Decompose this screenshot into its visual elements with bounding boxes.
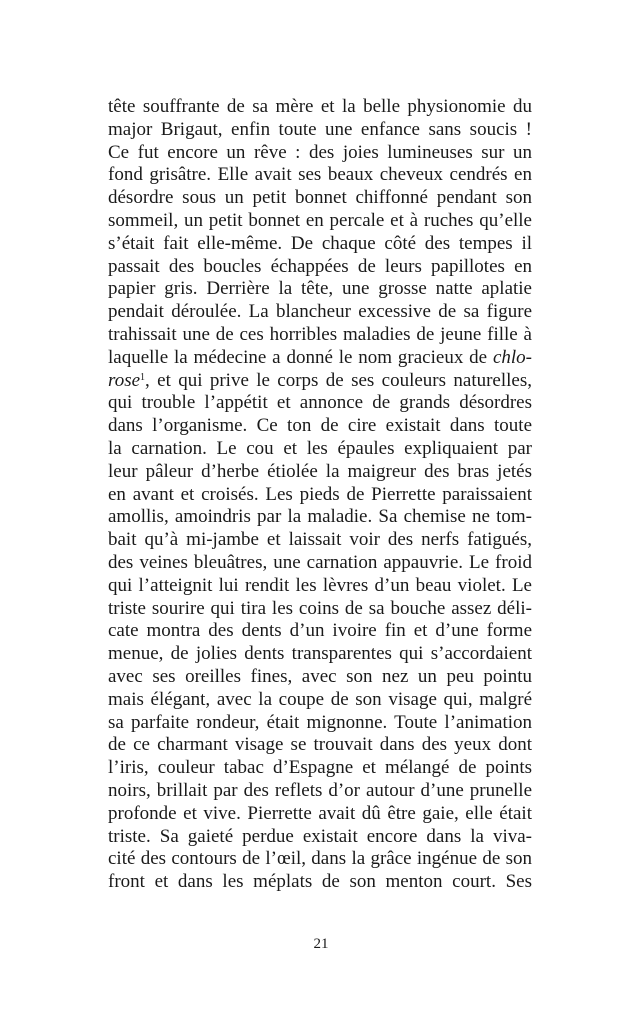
text-line: tête souffrante de sa mère et la belle physionomie du (108, 96, 532, 117)
text-line: désordre sous un petit bonnet chiffonné pendant son (108, 187, 532, 209)
text-line: triste sourire qui tira les coins de sa bouche assez déli- (108, 597, 532, 619)
page-number: 21 (313, 936, 329, 952)
text-line: triste. Sa gaieté perdue existait encore dans la viva- (108, 825, 532, 847)
text-line: de ce charmant visage se trouvait dans des yeux dont (108, 734, 532, 756)
text-line: cate montra des dents d’un ivoire fin et d’une forme (108, 620, 532, 642)
body-text (108, 96, 532, 894)
text-line: papier gris. Derrière la tête, une grosse natte aplatie (108, 278, 532, 300)
text-line: leur pâleur d’herbe étiolée la maigreur des bras jetés (108, 460, 532, 482)
text-line: sa parfaite rondeur, était mignonne. Toute l’animation (108, 711, 532, 733)
text-line: trahissait une de ces horribles maladies de jeune fille à (108, 323, 532, 345)
text-line: noirs, brillait par des reflets d’or autour d’une prunelle (108, 779, 532, 801)
text-segment: , et qui prive le corps de ses couleurs naturelles, (145, 369, 532, 391)
text-line: passait des boucles échappées de leurs papillotes en (108, 255, 532, 277)
text-line: dans l’organisme. Ce ton de cire existait dans toute (108, 415, 532, 437)
text-line: sommeil, un petit bonnet en percale et à ruches qu’elle (108, 209, 532, 231)
text-line: l’iris, couleur tabac d’Espagne et mélangé de points (108, 757, 532, 779)
text-line: pendait déroulée. La blancheur excessive de sa figure (108, 301, 532, 323)
text-line: cité des contours de l’œil, dans la grâce ingénue de son (108, 848, 532, 870)
text-line: s’était fait elle-même. De chaque côté des tempes il (108, 232, 532, 254)
text-line: qui trouble l’appétit et annonce de grands désordres (108, 392, 532, 414)
text-line: qui l’atteignit lui rendit les lèvres d’un beau violet. Le (108, 574, 532, 596)
text-line (108, 347, 532, 370)
text-line: mais élégant, avec la coupe de son visage qui, malgré (108, 688, 532, 710)
text-line (108, 370, 532, 393)
text-line: des veines bleuâtres, une carnation appauvrie. Le froid (108, 551, 532, 573)
text-line: major Brigaut, enfin toute une enfance sans soucis ! (108, 118, 532, 140)
text-segment: laquelle la médecine a donné le nom gracieux de (108, 346, 488, 368)
text-line: fond grisâtre. Elle avait ses beaux cheveux cendrés en (108, 164, 532, 186)
text-line: la carnation. Le cou et les épaules expliquaient par (108, 437, 532, 459)
text-line: en avant et croisés. Les pieds de Pierrette paraissaient (108, 483, 532, 505)
text-line: Ce fut encore un rêve : des joies lumineuses sur un (108, 141, 532, 163)
text-line: amollis, amoindris par la maladie. Sa chemise ne tom- (108, 506, 532, 528)
text-line: bait qu’à mi-jambe et laissait voir des nerfs fatigués, (108, 529, 532, 551)
text-line: avec ses oreilles fines, avec son nez un peu pointu (108, 665, 532, 687)
italic-term: chlo- (492, 346, 533, 368)
footnote-reference[interactable]: 1 (140, 371, 146, 383)
text-line: front et dans les méplats de son menton court. Ses (108, 871, 532, 893)
text-line: menue, de jolies dents transparentes qui s’accordaient (108, 643, 532, 665)
italic-term: rose (108, 369, 141, 391)
text-line: profonde et vive. Pierrette avait dû être gaie, elle était (108, 802, 532, 824)
